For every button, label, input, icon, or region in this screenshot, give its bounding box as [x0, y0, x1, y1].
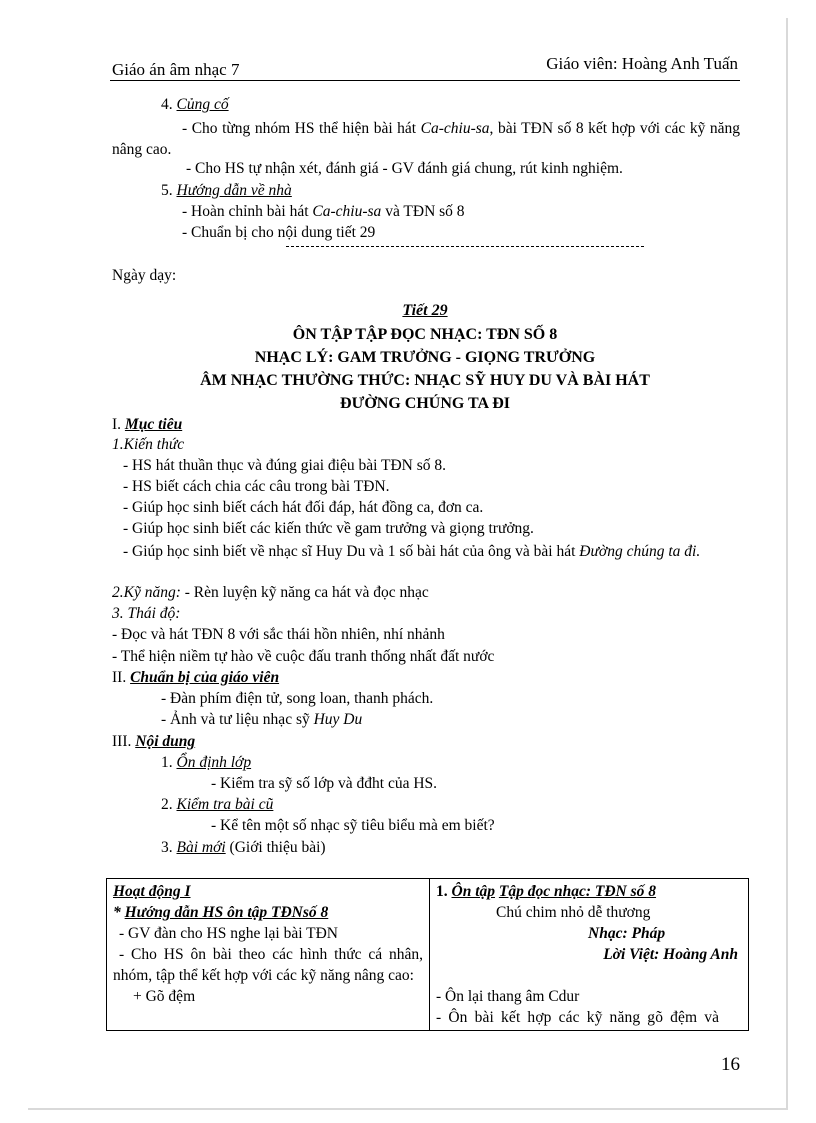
activity-left-line-2: - Cho HS ôn bài theo các hình thức cá nhân, nhóm, tập thể kết hợp với các kỹ năng nâng cao:	[113, 946, 423, 984]
content-step-1-detail: - Kiểm tra sỹ số lớp và đđht của HS.	[211, 775, 438, 792]
lesson-title-1: ÔN TẬP TẬP ĐỌC NHẠC: TĐN SỐ 8	[292, 326, 558, 343]
content-step-1: 1. Ổn định lớp	[161, 754, 252, 771]
song-lyrics-credit: Lời Việt: Hoàng Anh	[603, 946, 738, 963]
page-number: 16	[721, 1054, 740, 1075]
teaching-date: Ngày dạy:	[112, 267, 177, 284]
separator-dashes	[286, 246, 644, 247]
page-shadow-bottom	[28, 1108, 788, 1110]
section-4-heading	[161, 96, 229, 114]
preparation-item-2: - Ảnh và tư liệu nhạc sỹ Huy Du	[161, 711, 363, 728]
lesson-title-3: ÂM NHẠC THƯỜNG THỨC: NHẠC SỸ HUY DU VÀ BÀI HÁT	[200, 372, 650, 389]
section-5-line-1: - Hoàn chỉnh bài hát Ca-chiu-sa và TĐN số 8	[182, 203, 465, 220]
section-4-title: Củng cố	[176, 96, 229, 113]
knowledge-item-4: - Giúp học sinh biết các kiến thức về gam trưởng và giọng trưởng.	[123, 520, 534, 537]
activity-right-line-1: - Ôn lại thang âm Cdur	[436, 988, 580, 1005]
content-heading: III. Nội dung	[112, 733, 196, 750]
attitude-item-2: - Thể hiện niềm tự hào về cuộc đấu tranh thống nhất đất nước	[112, 648, 495, 665]
section-5-title: Hướng dẫn về nhà	[176, 182, 292, 199]
knowledge-heading: 1.Kiến thức	[112, 436, 185, 453]
lesson-title-2: NHẠC LÝ: GAM TRƯỞNG - GIỌNG TRƯỞNG	[254, 349, 596, 366]
preparation-item-1: - Đàn phím điện tử, song loan, thanh phách.	[161, 690, 434, 707]
song-title: Chú chim nhỏ dễ thương	[496, 904, 651, 921]
activity-heading: Hoạt động I	[113, 883, 191, 900]
attitude-heading: 3. Thái độ:	[112, 605, 181, 622]
activity-left-cell	[107, 879, 430, 1031]
knowledge-item-1: - HS hát thuần thục và đúng giai điệu bài TĐN số 8.	[123, 457, 447, 474]
activity-left-line-3: + Gõ đệm	[133, 988, 196, 1005]
content-step-2: 2. Kiểm tra bài cũ	[161, 796, 274, 813]
preparation-heading: II. Chuẩn bị của giáo viên	[112, 669, 280, 686]
knowledge-item-5: - Giúp học sinh biết về nhạc sĩ Huy Du và 1 số bài hát của ông và bài hát Đường chúng ta đi.	[123, 543, 701, 560]
header-rule	[110, 80, 740, 81]
section-4-line-2: - Cho HS tự nhận xét, đánh giá - GV đánh giá chung, rút kinh nghiệm.	[186, 160, 623, 177]
section-5-heading: 5. Hướng dẫn về nhà	[161, 182, 292, 199]
activity-subheading: * Hướng dẫn HS ôn tập TĐNsố 8	[113, 904, 329, 921]
content-step-2-detail: - Kể tên một số nhạc sỹ tiêu biểu mà em biết?	[211, 817, 495, 834]
activity-right-cell	[430, 879, 749, 1031]
objectives-heading: I. Mục tiêu	[112, 416, 183, 433]
activity-right-heading: 1. Ôn tập Tập đọc nhạc: TĐN số 8	[436, 883, 657, 900]
content-step-3: 3. Bài mới (Giới thiệu bài)	[161, 839, 326, 856]
section-4-line-1: - Cho từng nhóm HS thể hiện bài hát Ca-chiu-sa, bài TĐN số 8 kết hợp với các kỹ năng nâng cao.	[112, 120, 740, 158]
section-4-number: 4.	[161, 96, 173, 113]
lesson-number: Tiết 29	[402, 302, 448, 319]
activity-left-line-1: - GV đàn cho HS nghe lại bài TĐN	[119, 925, 338, 942]
song-music-credit: Nhạc: Pháp	[588, 925, 666, 942]
header-subject: Giáo án âm nhạc 7	[112, 60, 240, 79]
skills-line: 2.Kỹ năng: - Rèn luyện kỹ năng ca hát và đọc nhạc	[112, 584, 429, 601]
page-shadow-right	[786, 18, 788, 1108]
header-teacher: Giáo viên: Hoàng Anh Tuấn	[546, 54, 738, 73]
knowledge-item-2: - HS biết cách chia các câu trong bài TĐN.	[123, 478, 390, 495]
attitude-item-1: - Đọc và hát TĐN 8 với sắc thái hồn nhiên, nhí nhảnh	[112, 626, 445, 643]
activity-right-line-2: - Ôn bài kết hợp các kỹ năng gõ đệm và	[436, 1009, 720, 1026]
section-5-line-2: - Chuẩn bị cho nội dung tiết 29	[182, 224, 376, 241]
activity-table	[106, 878, 749, 1031]
lesson-title-4: ĐƯỜNG CHÚNG TA ĐI	[340, 395, 510, 412]
knowledge-item-3: - Giúp học sinh biết cách hát đối đáp, hát đồng ca, đơn ca.	[123, 499, 484, 516]
